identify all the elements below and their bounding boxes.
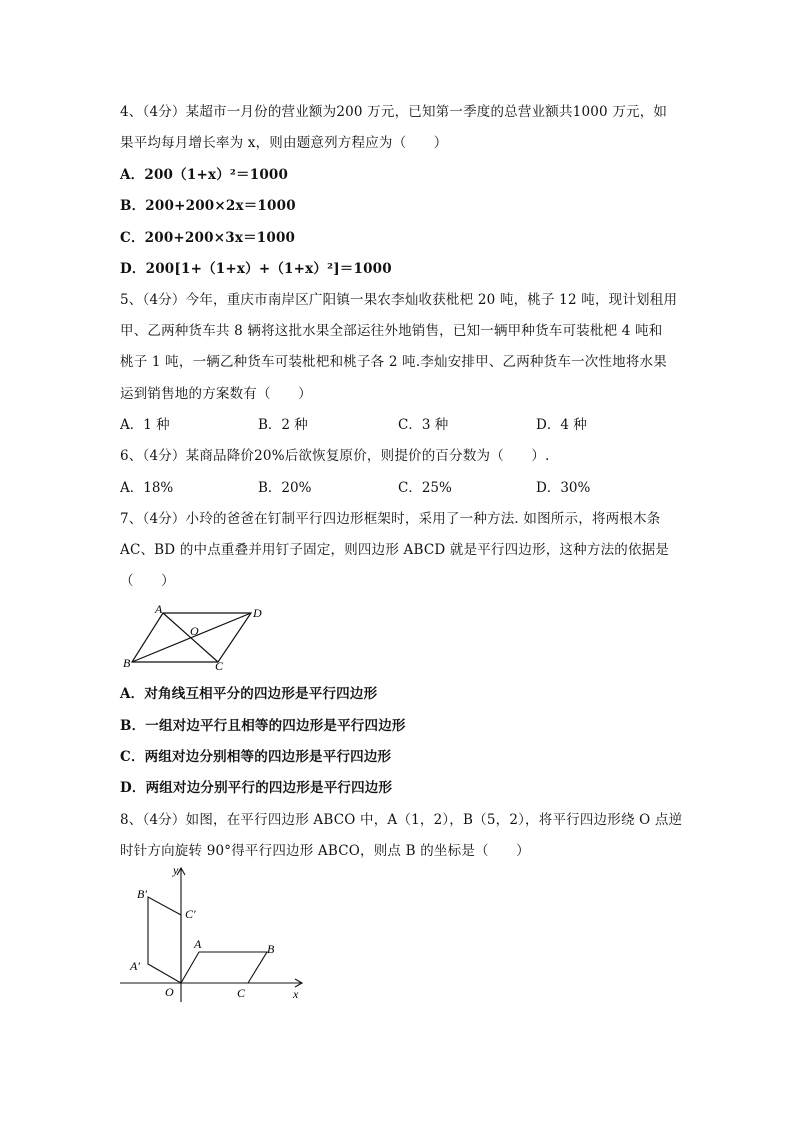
rotated-parallelogram xyxy=(148,897,181,983)
q4-option-a: A．200（1+x）²＝1000 xyxy=(120,167,289,183)
q4-option-c: C．200+200×3x＝1000 xyxy=(120,230,296,246)
q5-option-b: B．2 种 xyxy=(258,417,308,433)
q6-option-b: B．20% xyxy=(258,480,312,496)
label-a: A xyxy=(194,937,202,951)
q4-stem-line2: 果平均每月增长率为 x，则由题意列方程应为（ ） xyxy=(120,135,448,151)
q5-stem-line4: 运到销售地的方案数有（ ） xyxy=(120,386,312,402)
q8-coordinate-figure xyxy=(115,862,315,1007)
label-b: B xyxy=(267,942,275,956)
label-x: x xyxy=(293,987,299,1001)
q7-stem-line3: （ ） xyxy=(120,573,175,589)
q4-option-d: D．200[1+（1+x）+（1+x）²]＝1000 xyxy=(120,261,392,277)
label-a-prime: A′ xyxy=(130,959,140,973)
q5-option-c: C．3 种 xyxy=(398,417,449,433)
label-d: D xyxy=(253,606,262,620)
q5-option-d: D．4 种 xyxy=(536,417,587,433)
q7-option-c: C．两组对边分别相等的四边形是平行四边形 xyxy=(120,749,392,765)
label-c-prime: C′ xyxy=(185,907,196,921)
q6-option-d: D．30% xyxy=(536,480,591,496)
label-y: y xyxy=(173,863,179,877)
q6-stem: 6、（4分）某商品降价20%后欲恢复原价，则提价的百分数为（ ）. xyxy=(120,448,550,464)
q4-option-b: B．200+200×2x＝1000 xyxy=(120,198,296,214)
q5-option-a: A．1 种 xyxy=(120,417,170,433)
parallelogram-abco xyxy=(181,952,267,983)
q7-stem-line2: AC、BD 的中点重叠并用钉子固定，则四边形 ABCD 就是平行四边形，这种方法的依据是 xyxy=(120,542,670,558)
q7-option-d: D．两组对边分别平行的四边形是平行四边形 xyxy=(120,780,393,796)
label-b-prime: B′ xyxy=(137,887,147,901)
label-a: A xyxy=(155,602,163,616)
q8-stem-line1: 8、（4分）如图，在平行四边形 ABCO 中，A（1，2），B（5，2），将平行四边形绕 O 点逆 xyxy=(120,812,683,828)
label-o: O xyxy=(190,624,199,638)
q5-stem-line3: 桃子 1 吨，一辆乙种货车可装枇杷和桃子各 2 吨.李灿安排甲、乙两种货车一次性地将水果 xyxy=(120,354,667,370)
label-o: O xyxy=(165,985,174,999)
q5-stem-line2: 甲、乙两种货车共 8 辆将这批水果全部运往外地销售，已知一辆甲种货车可装枇杷 4 吨和 xyxy=(120,323,663,339)
q5-stem-line1: 5、（4分）今年，重庆市南岸区广阳镇一果农李灿收获枇杷 20 吨，桃子 12 吨，现计划租用 xyxy=(120,292,678,308)
q7-stem-line1: 7、（4分）小玲的爸爸在钉制平行四边形框架时，采用了一种方法. 如图所示，将两根木条 xyxy=(120,511,661,527)
q6-option-a: A．18% xyxy=(120,480,174,496)
q8-stem-line2: 时针方向旋转 90°得平行四边形 ABCO，则点 B 的坐标是（ ） xyxy=(120,843,530,859)
q7-option-a: A．对角线互相平分的四边形是平行四边形 xyxy=(120,686,378,702)
q7-option-b: B．一组对边平行且相等的四边形是平行四边形 xyxy=(120,718,406,734)
q6-option-c: C．25% xyxy=(398,480,452,496)
label-b: B xyxy=(123,656,131,670)
q7-parallelogram-figure xyxy=(118,600,268,675)
label-c: C xyxy=(215,659,224,673)
q4-stem-line1: 4、（4分）某超市一月份的营业额为200 万元，已知第一季度的总营业额共1000 万元，如 xyxy=(120,104,668,120)
label-c: C xyxy=(237,986,246,1000)
